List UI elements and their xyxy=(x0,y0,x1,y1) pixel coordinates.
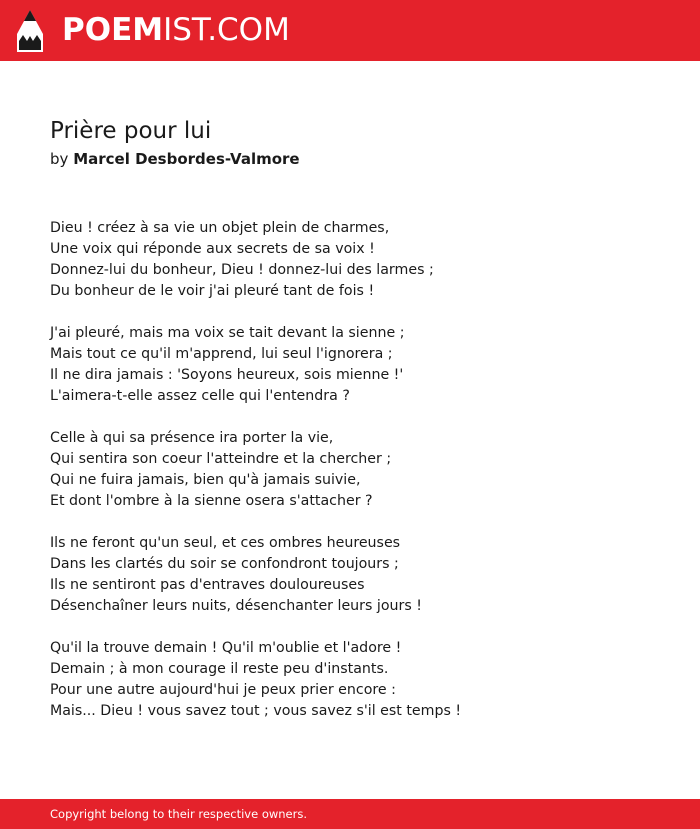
poem-line: Qui ne fuira jamais, bien qu'à jamais suivie, xyxy=(50,472,361,488)
logo-bold-text: POEM xyxy=(62,12,164,48)
poem-line: Du bonheur de le voir j'ai pleuré tant de fois ! xyxy=(50,283,375,299)
poem-author: Marcel Desbordes-Valmore xyxy=(73,150,300,168)
site-logo[interactable] xyxy=(62,11,290,49)
site-header xyxy=(0,0,700,61)
poem-line: Ils ne sentiront pas d'entraves douloureuses xyxy=(50,577,365,593)
poem-line: Demain ; à mon courage il reste peu d'instants. xyxy=(50,661,389,677)
poem-body xyxy=(50,218,670,743)
poem-line: Mais tout ce qu'il m'apprend, lui seul l'ignorera ; xyxy=(50,346,393,362)
poem-line: Dieu ! créez à sa vie un objet plein de charmes, xyxy=(50,220,390,236)
poem-line: Il ne dira jamais : 'Soyons heureux, sois mienne !' xyxy=(50,367,404,383)
poem-line: Donnez-lui du bonheur, Dieu ! donnez-lui des larmes ; xyxy=(50,262,434,278)
poem-stanza xyxy=(50,323,670,407)
poem-stanza xyxy=(50,638,670,722)
logo-light-text: IST.COM xyxy=(163,12,290,48)
poem-stanza xyxy=(50,533,670,617)
poem-line: Et dont l'ombre à la sienne osera s'attacher ? xyxy=(50,493,373,509)
poem-line: Désenchaîner leurs nuits, désenchanter leurs jours ! xyxy=(50,598,422,614)
poem-line: Celle à qui sa présence ira porter la vie, xyxy=(50,430,334,446)
poem-stanza xyxy=(50,428,670,512)
poem-line: Mais... Dieu ! vous savez tout ; vous savez s'il est temps ! xyxy=(50,703,462,719)
poem-byline xyxy=(50,148,300,170)
poem-line: Pour une autre aujourd'hui je peux prier encore : xyxy=(50,682,396,698)
site-footer xyxy=(0,799,700,829)
poem-line: Qui sentira son coeur l'atteindre et la chercher ; xyxy=(50,451,392,467)
poem-title: Prière pour lui xyxy=(50,118,212,144)
by-label: by xyxy=(50,150,69,168)
poem-line: L'aimera-t-elle assez celle qui l'entendra ? xyxy=(50,388,350,404)
poem-line: Dans les clartés du soir se confondront toujours ; xyxy=(50,556,399,572)
poem-line: Ils ne feront qu'un seul, et ces ombres heureuses xyxy=(50,535,401,551)
poem-line: Une voix qui réponde aux secrets de sa voix ! xyxy=(50,241,375,257)
poem-line: Qu'il la trouve demain ! Qu'il m'oublie et l'adore ! xyxy=(50,640,402,656)
poem-stanza xyxy=(50,218,670,302)
copyright-text: Copyright belong to their respective owners. xyxy=(50,807,308,821)
poem-line: J'ai pleuré, mais ma voix se tait devant la sienne ; xyxy=(50,325,405,341)
pencil-icon[interactable] xyxy=(17,10,43,52)
